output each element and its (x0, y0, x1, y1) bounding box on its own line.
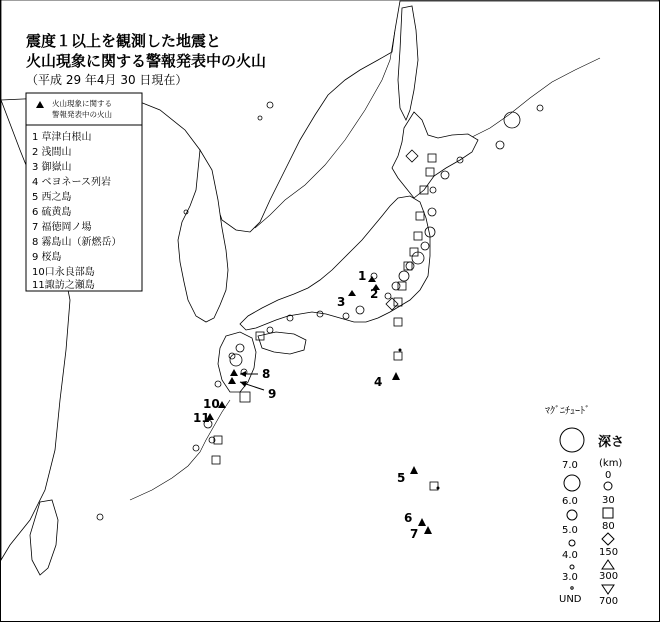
legend-item-9: 9 桜島 (32, 252, 62, 263)
legend-item-7: 7 福徳岡ノ場 (32, 222, 92, 233)
depth-value-0: 0 (605, 470, 612, 481)
title-line-2: 火山現象に関する警報発表中の火山 (26, 52, 267, 70)
map-number-5: 5 (397, 471, 406, 485)
legend-item-4: 4 ベヨネース列岩 (32, 177, 112, 188)
legend-item-3: 3 御嶽山 (32, 162, 72, 173)
title-line-1: 震度１以上を観測した地震と (26, 32, 222, 50)
legend-marker-label-1: 火山現象に関する (52, 99, 112, 108)
depth-value-150: 150 (599, 547, 619, 558)
mag-value-5: 5.0 (562, 525, 578, 536)
legend-item-2: 2 浅間山 (32, 147, 72, 158)
legend-item-11: 11諏訪之瀬島 (32, 280, 95, 291)
legend-item-8: 8 霧島山（新燃岳） (32, 237, 122, 248)
mag-value-7: 7.0 (562, 460, 578, 471)
depth-value-80: 80 (602, 521, 615, 532)
depth-value-300: 300 (599, 571, 619, 582)
depth-legend-title: 深さ (598, 435, 625, 450)
mag-value-4: 4.0 (562, 550, 578, 561)
depth-value-700: 700 (599, 596, 619, 607)
map-number-3: 3 (337, 295, 346, 309)
legend-marker-label-2: 警報発表中の火山 (52, 110, 112, 119)
mag-value-und: UND (559, 594, 582, 605)
map-number-4: 4 (374, 375, 383, 389)
map-number-8: 8 (262, 367, 271, 381)
depth-value-30: 30 (602, 495, 615, 506)
map-number-7: 7 (410, 527, 419, 541)
map-number-6: 6 (404, 511, 413, 525)
map-number-1: 1 (358, 269, 367, 283)
map-number-11: 11 (193, 411, 210, 425)
legend-item-10: 10口永良部島 (32, 267, 95, 278)
mag-value-3: 3.0 (562, 572, 578, 583)
map-number-2: 2 (370, 287, 379, 301)
map-number-10: 10 (203, 397, 220, 411)
depth-legend-unit: (km) (599, 458, 623, 469)
legend-item-5: 5 西之島 (32, 192, 72, 203)
map-number-9: 9 (268, 387, 277, 401)
magnitude-legend-title: ﾏｸﾞﾆﾁｭｰﾄﾞ (545, 406, 590, 417)
mag-value-6: 6.0 (562, 496, 578, 507)
legend-item-1: 1 草津白根山 (32, 132, 92, 143)
title-date: （平成 29 年4月 30 日現在） (26, 73, 188, 87)
legend-item-6: 6 硫黄島 (32, 207, 72, 218)
volcano-legend (26, 93, 142, 291)
